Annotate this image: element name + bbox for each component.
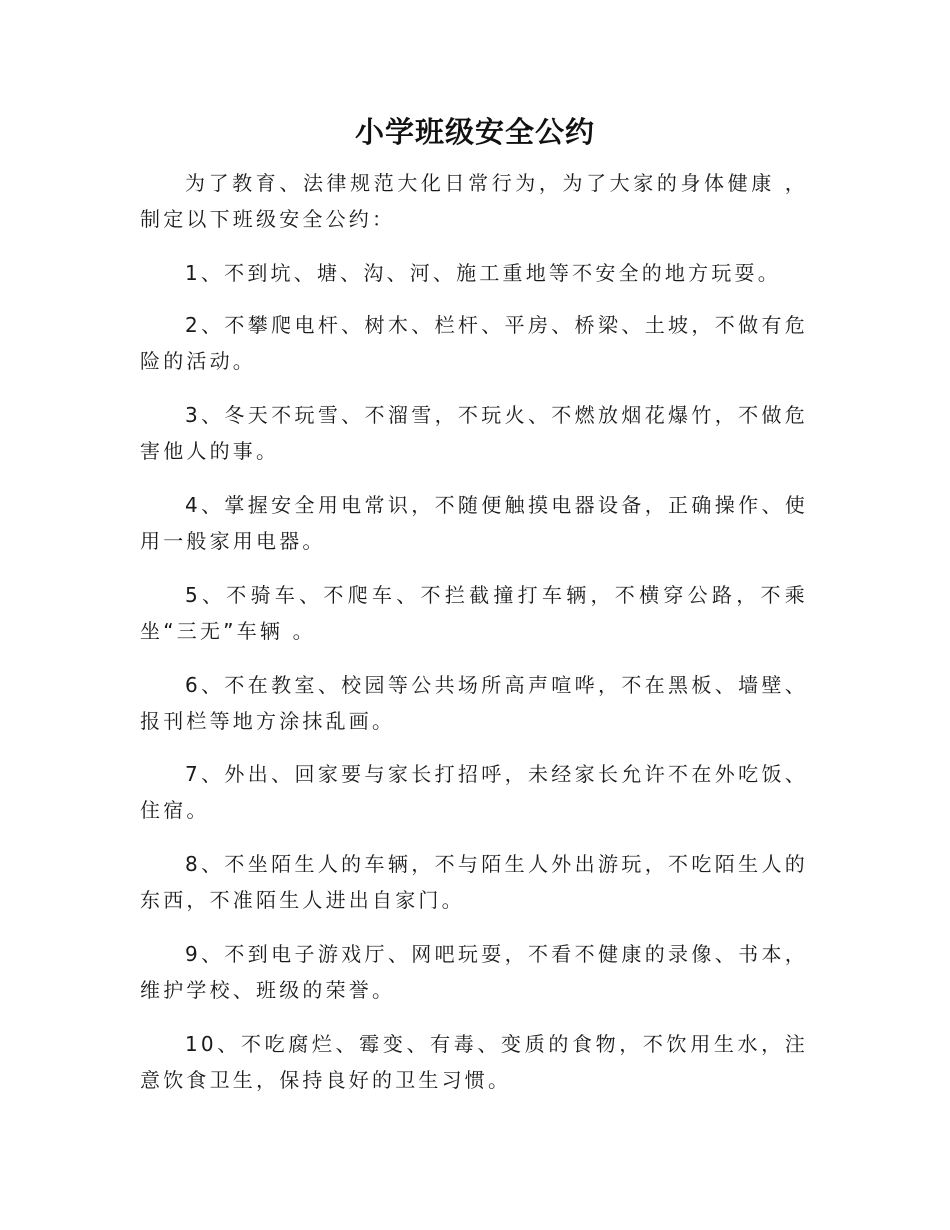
- rule-item-5: 5、不骑车、不爬车、不拦截撞打车辆，不横穿公路，不乘坐“三无”车辆 。: [140, 583, 808, 643]
- rule-item-4: 4、掌握安全用电常识，不随便触摸电器设备，正确操作、使用一般家用电器。: [140, 493, 808, 553]
- rule-item-2: 2、不攀爬电杆、树木、栏杆、平房、桥梁、土坡，不做有危险的活动。: [140, 313, 808, 373]
- intro-paragraph: 为了教育、法律规范大化日常行为，为了大家的身体健康 ，制定以下班级安全公约：: [140, 171, 808, 231]
- rule-item-3: 3、冬天不玩雪、不溜雪，不玩火、不燃放烟花爆竹，不做危害他人的事。: [140, 403, 808, 463]
- rule-item-6: 6、不在教室、校园等公共场所高声喧哗，不在黑板、墙壁、报刊栏等地方涂抹乱画。: [140, 673, 808, 733]
- rule-item-10: 10、不吃腐烂、霉变、有毒、变质的食物，不饮用生水，注意饮食卫生，保持良好的卫生习惯。: [140, 1032, 808, 1092]
- rule-item-1: 1、不到坑、塘、沟、河、施工重地等不安全的地方玩耍。: [185, 261, 781, 285]
- rule-item-8: 8、不坐陌生人的车辆，不与陌生人外出游玩，不吃陌生人的东西，不准陌生人进出自家门。: [140, 852, 808, 912]
- rule-item-7: 7、外出、回家要与家长打招呼，未经家长允许不在外吃饭、住宿。: [140, 762, 808, 822]
- document-title: 小学班级安全公约: [354, 115, 595, 149]
- rule-item-9: 9、不到电子游戏厅、网吧玩耍，不看不健康的录像、书本，维护学校、班级的荣誉。: [140, 942, 808, 1002]
